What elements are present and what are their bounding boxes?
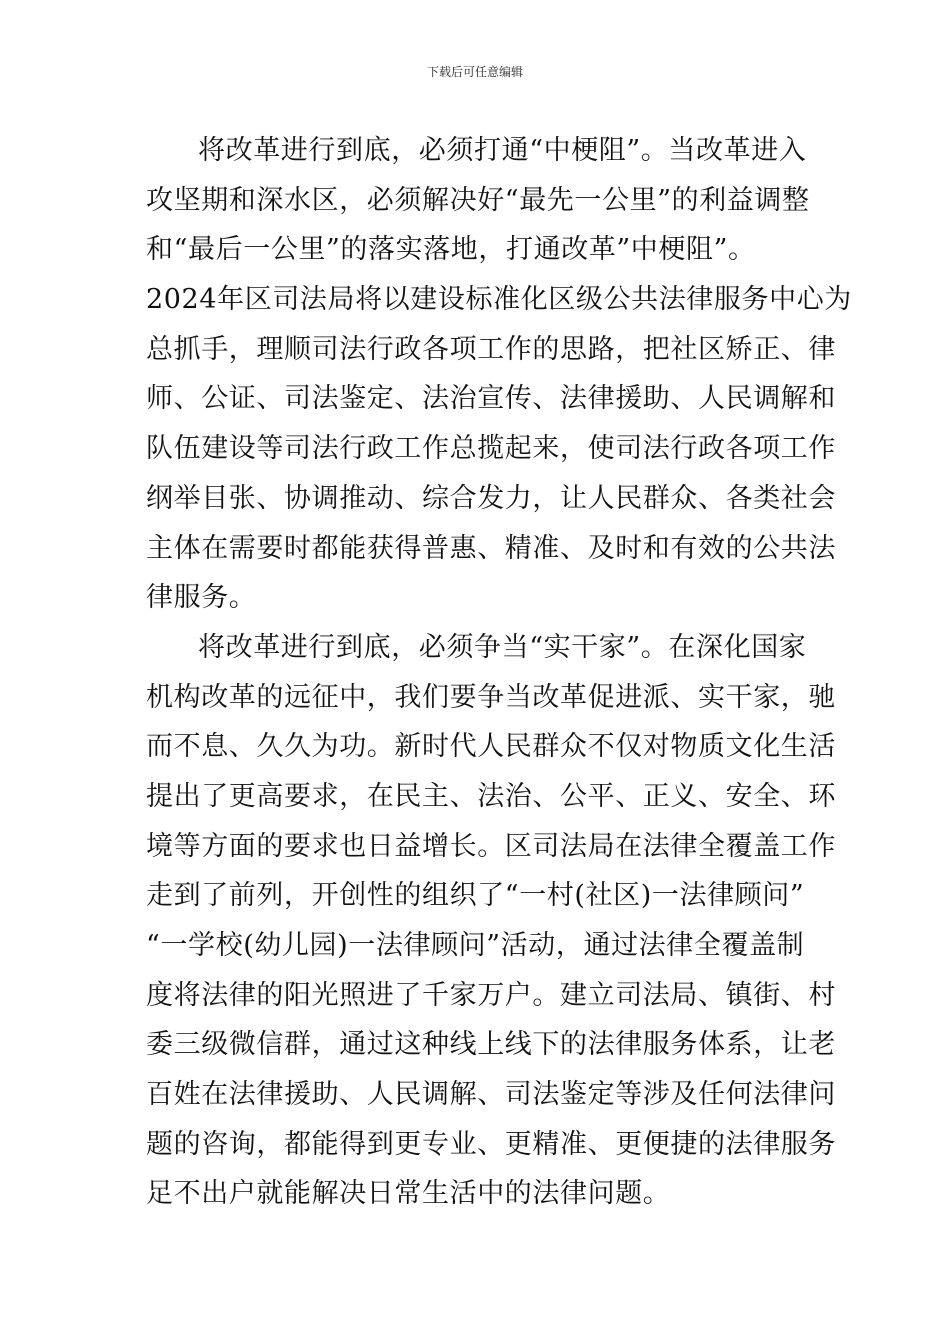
text-line: 度将法律的阳光照进了千家万户。建立司法局、镇街、村 — [146, 979, 836, 1011]
text-line: 律服务。 — [146, 582, 257, 614]
text-line: 境等方面的要求也日益增长。区司法局在法律全覆盖工作 — [146, 830, 836, 862]
text-line: 攻坚期和深水区，必须解决好“最先一公里”的利益调整 — [146, 184, 810, 216]
text-line: 而不息、久久为功。新时代人民群众不仅对物质文化生活 — [146, 731, 836, 763]
text-line: 主体在需要时都能获得普惠、精准、及时和有效的公共法 — [146, 532, 836, 564]
text-line: 足不出户就能解决日常生活中的法律问题。 — [146, 1178, 671, 1210]
text-line: 将改革进行到底，必须争当“实干家”。在深化国家 — [198, 631, 807, 663]
paragraph-doer — [146, 623, 836, 1219]
text-line: “一学校(幼儿园)一法律顾问”活动，通过法律全覆盖制 — [146, 930, 805, 961]
document-body — [146, 126, 852, 1219]
text-line: 师、公证、司法鉴定、法治宣传、法律援助、人民调解和 — [146, 383, 836, 415]
text-line: 2024年区司法局将以建设标准化区级公共法律服务中心为 — [146, 284, 852, 316]
text-line: 走到了前列，开创性的组织了“一村(社区)一法律顾问” — [146, 880, 805, 912]
text-line: 百姓在法律援助、人民调解、司法鉴定等涉及任何法律问 — [146, 1079, 836, 1111]
text-line: 总抓手，理顺司法行政各项工作的思路，把社区矫正、律 — [146, 333, 836, 365]
page-header: 下载后可任意编辑 — [426, 65, 523, 79]
text-line: 队伍建设等司法行政工作总揽起来，使司法行政各项工作 — [146, 433, 836, 465]
text-line: 提出了更高要求，在民主、法治、公平、正义、安全、环 — [146, 780, 836, 812]
text-line: 和“最后一公里”的落实落地，打通改革”中梗阻”。 — [146, 234, 756, 266]
text-line: 将改革进行到底，必须打通“中梗阻”。当改革进入 — [198, 135, 807, 166]
text-line: 题的咨询，都能得到更专业、更精准、更便捷的法律服务 — [146, 1128, 836, 1160]
text-line: 纲举目张、协调推动、综合发力，让人民群众、各类社会 — [146, 482, 836, 514]
paragraph-reform-obstruction — [146, 126, 852, 623]
text-line: 机构改革的远征中，我们要争当改革促进派、实干家，驰 — [146, 681, 836, 713]
text-line: 委三级微信群，通过这种线上线下的法律服务体系，让老 — [146, 1029, 836, 1061]
